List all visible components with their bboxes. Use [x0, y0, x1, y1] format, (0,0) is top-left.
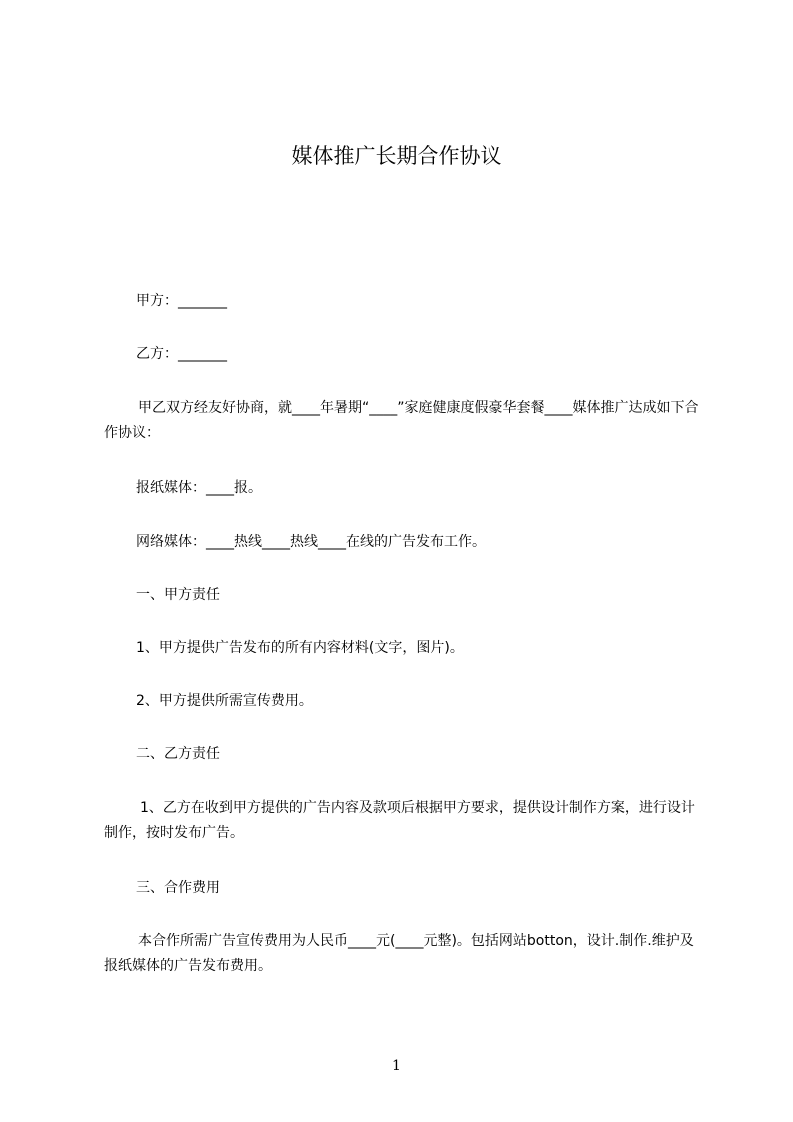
newspaper-media-line: 报纸媒体：____报。: [136, 480, 262, 496]
section-1-item-1: 1、甲方提供广告发布的所有内容材料(文字，图片)。: [136, 640, 464, 656]
section-2-item-1: 1、乙方在收到甲方提供的广告内容及款项后根据甲方要求，提供设计制作方案，进行设计制作，按时发布广告。: [104, 800, 695, 841]
section-2-heading: 二、乙方责任: [136, 746, 220, 762]
party-b-line: 乙方：_______: [136, 346, 227, 362]
network-media-line: 网络媒体：____热线____热线____在线的广告发布工作。: [136, 534, 486, 550]
party-a-line: 甲方：_______: [136, 293, 227, 309]
document-title: 媒体推广长期合作协议: [291, 144, 502, 168]
section-3-body: 本合作所需广告宣传费用为人民币____元(____元整)。包括网站botton，设计.制作.维护及报纸媒体的广告发布费用。: [104, 933, 694, 974]
page-number: 1: [392, 1058, 401, 1074]
section-1-item-2: 2、甲方提供所需宣传费用。: [136, 693, 313, 709]
intro-paragraph: 甲乙双方经友好协商，就____年暑期“____”家庭健康度假豪华套餐____媒体推广达成如下合作协议：: [104, 400, 699, 441]
section-1-heading: 一、甲方责任: [136, 587, 220, 603]
section-3-heading: 三、合作费用: [136, 880, 220, 896]
